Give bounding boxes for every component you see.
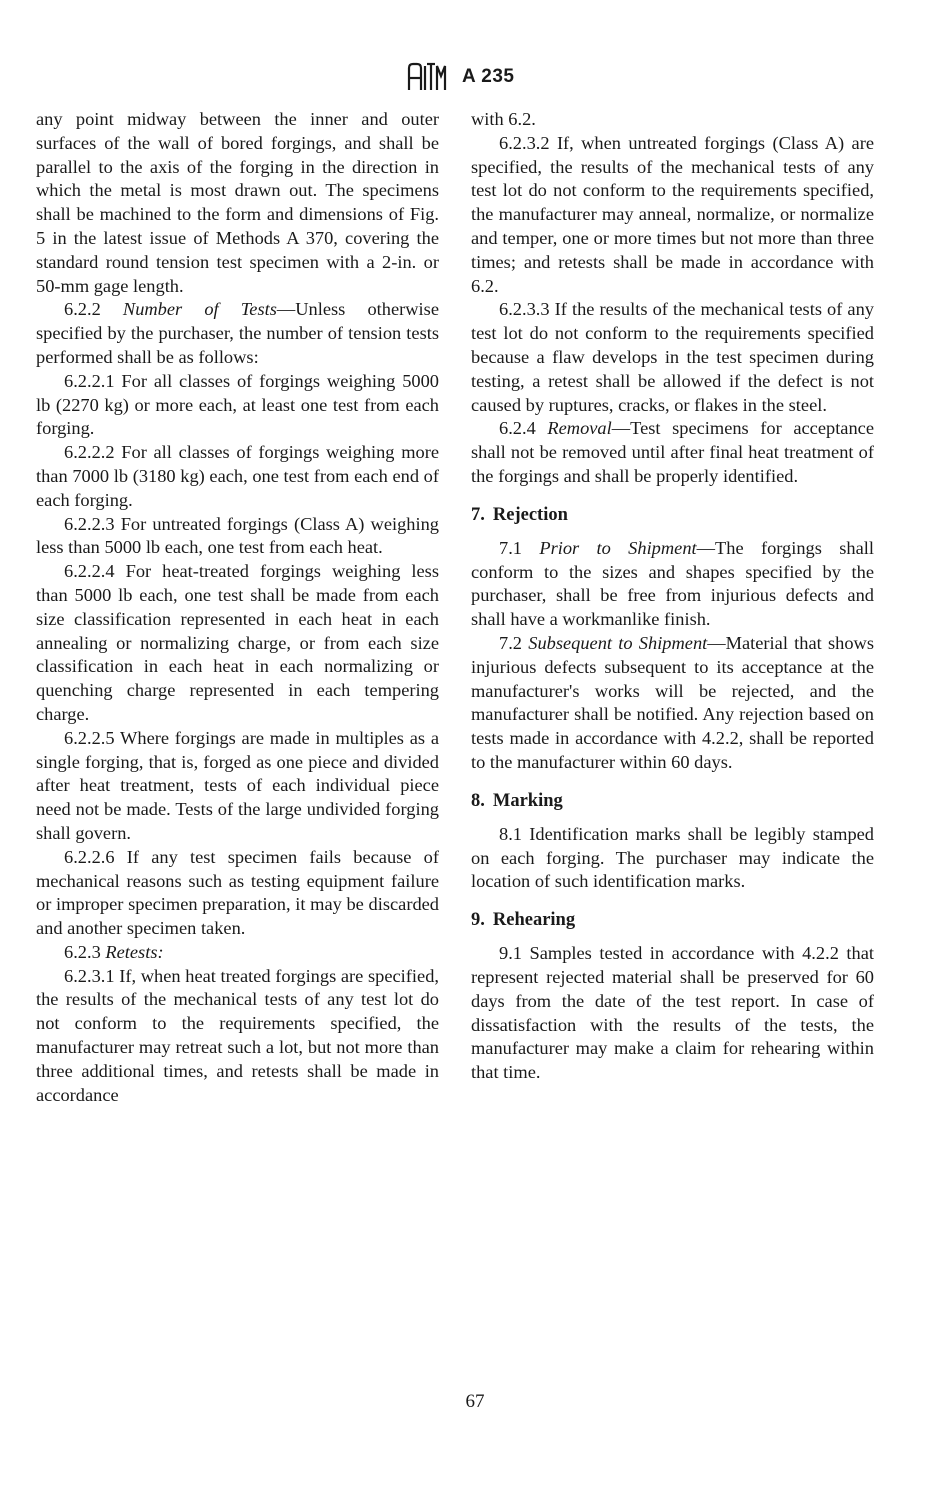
- section-6-2-2-1: 6.2.2.1 For all classes of forgings weighing 5000 lb (2270 kg) or more each, at least one test from each forging.: [36, 370, 439, 439]
- standard-designation: A 235: [462, 66, 515, 87]
- section-7-2-title: Subsequent to Shipment: [528, 632, 708, 653]
- section-6-2-2-3: 6.2.2.3 For untreated forgings (Class A) weighing less than 5000 lb each, one test from each heat.: [36, 513, 439, 558]
- section-6-2-2-6: 6.2.2.6 If any test specimen fails because of mechanical reasons such as testing equipment failure or improper specimen preparation, it may be discarded and another specimen taken.: [36, 846, 439, 939]
- section-6-2-3-title: Retests:: [105, 941, 164, 962]
- section-8-1: 8.1 Identification marks shall be legibly stamped on each forging. The purchaser may indicate the location of such identification marks.: [471, 823, 874, 892]
- section-6-2-4-title: Removal: [547, 418, 612, 439]
- section-9-1: 9.1 Samples tested in accordance with 4.2.2 that represent rejected material shall be preserved for 60 days from the date of the test report. In case of dissatisfaction with the results of the tests, the manufacturer may make a claim for rehearing within that time.: [471, 943, 874, 1083]
- section-7-1-title: Prior to Shipment: [539, 537, 697, 558]
- section-6-2-3: 6.2.3 Retests:: [64, 941, 164, 962]
- astm-logo-icon: [405, 62, 449, 92]
- section-6-2-3-1: 6.2.3.1 If, when heat treated forgings are specified, the results of the mechanical tests of any test lot do not conform to the requirements specified, the manufacturer may retreat such a lot, but not more than three additional times, and retests shall be made in accordance: [36, 965, 439, 1105]
- section-7-1: 7.1 Prior to Shipment—The forgings shall conform to the sizes and shapes specified by the purchaser, shall be free from injurious defects and shall have a workmanlike finish.: [471, 537, 874, 630]
- left-column: [36, 108, 439, 1107]
- section-7-2: 7.2 Subsequent to Shipment—Material that shows injurious defects subsequent to its acceptance at the manufacturer's works will be rejected, and the manufacturer shall be notified. Any rejection based on tests made in accordance with 4.2.2, shall be reported to the manufacturer within 60 days.: [471, 632, 874, 772]
- section-6-2-3-2: 6.2.3.2 If, when untreated forgings (Class A) are specified, the results of the mechanical tests of any test lot do not conform to the requirements specified, the manufacturer may anneal, normalize, or normalize and temper, one or more times but not more than three times; and retests shall be made in accordance with 6.2.: [471, 132, 874, 296]
- page-header: [0, 58, 950, 98]
- section-heading-rejection: 7. Rejection: [471, 504, 568, 525]
- section-6-2-2-2: 6.2.2.2 For all classes of forgings weighing more than 7000 lb (3180 kg) each, one test from each end of each forging.: [36, 442, 439, 510]
- paragraph-continued: any point midway between the inner and outer surfaces of the wall of bored forgings, and shall be parallel to the axis of the forging in the direction in which the metal is most drawn out. The specimens shall be machined to the form and dimensions of Fig. 5 in the latest issue of Methods A 370, covering the standard round tension test specimen with a 2-in. or 50-mm gage length.: [36, 109, 439, 296]
- section-6-2-2-title: Number of Tests: [122, 299, 277, 320]
- section-heading-rehearing: 9. Rehearing: [471, 910, 576, 931]
- page-number: 67: [465, 1391, 485, 1412]
- section-6-2-2-4: 6.2.2.4 For heat-treated forgings weighing less than 5000 lb each, one test shall be made from each size classification represented in each heat in each annealing or normalizing charge, or from each size classification in each heat in each normalizing or quenching charge represented in each tempering charge.: [36, 561, 439, 724]
- section-6-2-3-3: 6.2.3.3 If the results of the mechanical tests of any test lot do not conform to the requirements specified because a flaw develops in the test specimen during testing, a retest shall be allowed if the defect is not caused by ruptures, cracks, or flakes in the steel.: [471, 299, 874, 415]
- paragraph-continued: with 6.2.: [471, 109, 536, 129]
- section-6-2-4: 6.2.4 Removal—Test specimens for acceptance shall not be removed until after final heat treatment of the forgings and shall be properly identified.: [471, 418, 874, 486]
- section-6-2-2-5: 6.2.2.5 Where forgings are made in multiples as a single forging, that is, forged as one piece and divided after heat treatment, tests of each individual piece need not be made. Tests of the large undivided forging shall govern.: [36, 727, 439, 843]
- section-heading-marking: 8. Marking: [471, 790, 563, 811]
- right-column: [471, 108, 874, 1085]
- section-6-2-2: 6.2.2 Number of Tests—Unless otherwise specified by the purchaser, the number of tension tests performed shall be as follows:: [36, 299, 439, 367]
